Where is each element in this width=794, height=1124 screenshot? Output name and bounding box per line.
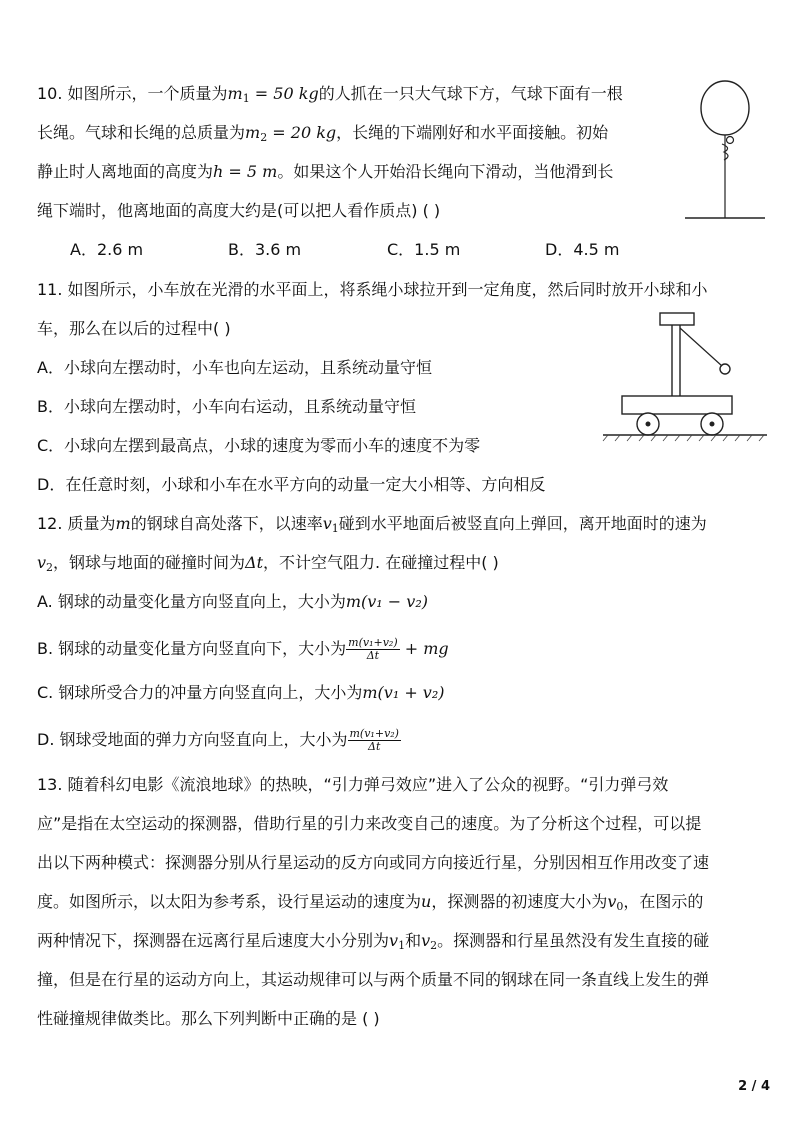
q10-option-c: C．1.5 m <box>387 240 461 259</box>
q13-line-2: 应”是指在太空运动的探测器，借助行星的引力来改变自己的速度。为了分析这个过程，可以提 <box>37 814 702 833</box>
q11-option-d: D．在任意时刻，小球和小车在水平方向的动量一定大小相等、方向相反 <box>37 475 546 494</box>
q10-option-b: B．3.6 m <box>228 240 302 259</box>
q12-option-c: C. 钢球所受合力的冲量方向竖直向上，大小为m(v₁ + v₂) <box>37 683 445 702</box>
q11-option-a: A．小球向左摆动时，小车也向左运动，且系统动量守恒 <box>37 358 432 377</box>
q11-line-1: 11. 如图所示，小车放在光滑的水平面上，将系绳小球拉开到一定角度，然后同时放开小球和小 <box>37 280 708 299</box>
q10-line-1: 10. 如图所示，一个质量为$m_1 = 50$ kg的人抓在一只大气球下方，气球下面有一根 <box>37 84 623 105</box>
q13-line-6: 撞，但是在行星的运动方向上，其运动规律可以与两个质量不同的钢球在同一条直线上发生的弹 <box>37 970 710 989</box>
fraction: $\frac{\text{m(v₁+v₂)}}{\Delta t}$ <box>348 636 398 662</box>
q10-line-4: 绳下端时，他离地面的高度大约是(可以把人看作质点) ( ) <box>37 201 441 220</box>
q13-line-5: 两种情况下，探测器在远离行星后速度大小分别为$v_1$和$v_2$。探测器和行星虽然没有发生直接的碰 <box>37 931 710 952</box>
q12-option-b: B. 钢球的动量变化量方向竖直向下，大小为 $\frac{\text{m(v₁+v₂)}}{\Delta t}$ + mg <box>37 636 449 662</box>
cart-pendulum-figure <box>600 308 770 443</box>
q12-option-d: D. 钢球受地面的弹力方向竖直向上，大小为 $\frac{\text{m(v₁+v₂)}}{\Delta t}$ <box>37 727 399 753</box>
q10-option-a: A．2.6 m <box>70 240 144 259</box>
q12-option-a: A. 钢球的动量变化量方向竖直向上，大小为m(v₁ − v₂) <box>37 592 428 611</box>
fraction: $\frac{\text{m(v₁+v₂)}}{\Delta t}$ <box>349 727 399 753</box>
balloon-figure <box>680 78 770 228</box>
q10-option-d: D．4.5 m <box>545 240 620 259</box>
q12-line-2: $v_2$，钢球与地面的碰撞时间为Δt，不计空气阻力. 在碰撞过程中( ) <box>37 553 499 574</box>
q13-line-3: 出以下两种模式：探测器分别从行星运动的反方向或同方向接近行星，分别因相互作用改变了速 <box>37 853 710 872</box>
q10-line-2: 长绳。气球和长绳的总质量为$m_2 = 20$ kg，长绳的下端刚好和水平面接触。初始 <box>37 123 609 144</box>
q11-line-2: 车，那么在以后的过程中( ) <box>37 319 231 338</box>
q13-line-4: 度。如图所示，以太阳为参考系，设行星运动的速度为u，探测器的初速度大小为$v_0$，在图示的 <box>37 892 704 913</box>
q11-option-b: B．小球向左摆动时，小车向右运动，且系统动量守恒 <box>37 397 416 416</box>
q12-line-1: 12. 质量为m的钢球自高处落下，以速率$v_1$碰到水平地面后被竖直向上弹回，离开地面时的速为 <box>37 514 707 535</box>
page-number: 2 / 4 <box>738 1079 770 1094</box>
q13-line-1: 13. 随着科幻电影《流浪地球》的热映，“引力弹弓效应”进入了公众的视野。“引力弹弓效 <box>37 775 669 794</box>
q13-line-7: 性碰撞规律做类比。那么下列判断中正确的是 ( ) <box>37 1009 380 1028</box>
q10-line-3: 静止时人离地面的高度为h = 5 m。如果这个人开始沿长绳向下滑动，当他滑到长 <box>37 162 614 181</box>
q11-option-c: C．小球向左摆到最高点，小球的速度为零而小车的速度不为零 <box>37 436 481 455</box>
